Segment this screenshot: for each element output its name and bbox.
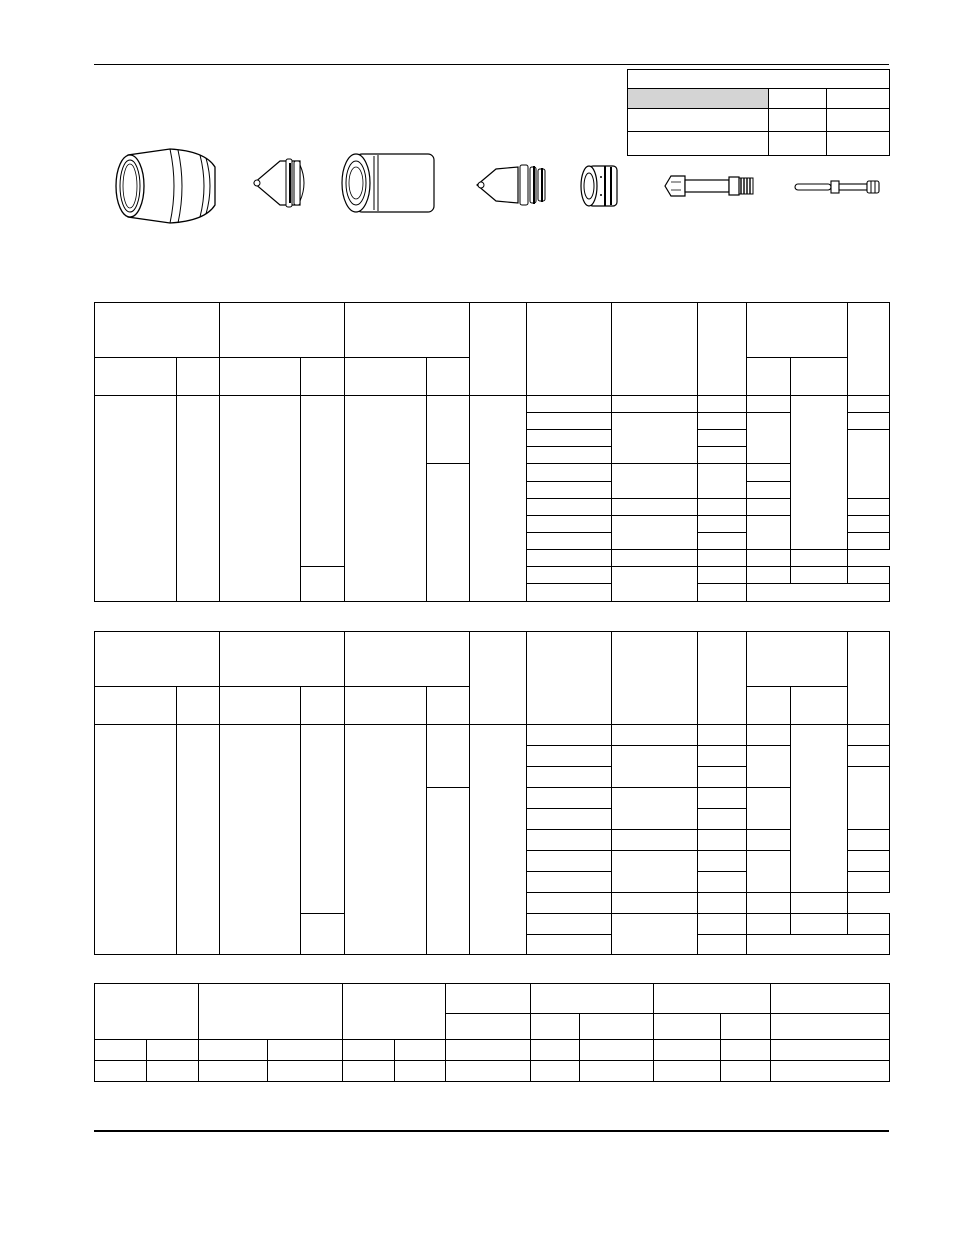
table-cell <box>698 893 747 914</box>
table-cell <box>848 725 890 746</box>
table-cell <box>698 413 747 430</box>
table-cell <box>527 498 612 515</box>
table-cell <box>345 687 427 725</box>
table-cell <box>220 687 301 725</box>
table-cell <box>527 893 612 914</box>
table-cell <box>698 515 747 532</box>
table-cell <box>747 851 791 893</box>
table-cell <box>95 358 177 396</box>
table-cell <box>791 914 848 935</box>
table-cell <box>427 358 470 396</box>
table-cell <box>791 725 848 893</box>
table-cell <box>612 396 698 413</box>
table-cell <box>95 1061 147 1082</box>
table-cell <box>612 914 698 955</box>
header-cell <box>220 303 345 358</box>
table-cell <box>721 1061 771 1082</box>
header-cell <box>612 632 698 725</box>
retaining-cap-icon <box>338 152 438 214</box>
table-cell <box>698 396 747 413</box>
header-cell <box>95 984 199 1040</box>
table-cell <box>612 566 698 601</box>
table-cell <box>527 809 612 830</box>
table-cell <box>747 498 791 515</box>
table-cell <box>827 132 890 156</box>
table-cell <box>527 413 612 430</box>
shield-cap-icon <box>250 157 312 209</box>
header-cell <box>771 984 890 1014</box>
table-cell <box>747 746 791 788</box>
table-cell <box>268 1061 343 1082</box>
table-cell <box>612 830 698 851</box>
table-cell <box>470 396 527 602</box>
table-cell <box>747 893 791 914</box>
table-cell <box>791 566 848 583</box>
table-cell <box>698 935 747 955</box>
table-cell <box>527 914 612 935</box>
table-cell <box>301 725 345 914</box>
table-cell <box>199 1061 268 1082</box>
header-cell <box>95 303 220 358</box>
table-cell <box>747 935 890 955</box>
table-cell <box>654 1061 721 1082</box>
table-cell <box>698 830 747 851</box>
table-cell <box>527 566 612 583</box>
table-cell <box>721 1014 771 1040</box>
header-cell <box>654 984 771 1014</box>
header-cell <box>531 984 654 1014</box>
table-cell <box>531 1061 580 1082</box>
table-cell <box>345 725 427 955</box>
header-cell <box>345 303 470 358</box>
cut-chart-table-2 <box>94 631 890 955</box>
legend-table <box>627 69 890 156</box>
table-cell <box>427 725 470 788</box>
table-cell <box>527 746 612 767</box>
table-cell <box>848 430 890 498</box>
table-cell <box>827 109 890 132</box>
table-cell <box>527 935 612 955</box>
table-cell <box>527 583 612 601</box>
table-cell <box>220 358 301 396</box>
table-cell <box>628 132 769 156</box>
table-cell <box>747 583 890 601</box>
water-tube-icon <box>793 178 883 196</box>
table-cell <box>177 687 220 725</box>
header-rule <box>94 64 889 65</box>
table-cell <box>301 358 345 396</box>
table-cell <box>220 396 301 602</box>
table-cell <box>268 1040 343 1061</box>
legend-title <box>628 70 890 89</box>
table-cell <box>612 464 698 498</box>
table-cell <box>395 1061 446 1082</box>
table-cell <box>199 1040 268 1061</box>
table-cell <box>527 447 612 464</box>
table-cell <box>531 1014 580 1040</box>
header-cell <box>470 303 527 396</box>
header-cell <box>848 303 890 396</box>
header-cell <box>199 984 343 1040</box>
table-cell <box>301 566 345 601</box>
header-cell <box>698 303 747 396</box>
table-cell <box>628 109 769 132</box>
table-cell <box>747 358 791 396</box>
table-cell <box>698 851 747 872</box>
table-cell <box>527 532 612 549</box>
table-cell <box>612 515 698 549</box>
table-cell <box>177 396 220 602</box>
table-cell <box>527 464 612 481</box>
table-cell <box>527 430 612 447</box>
table-cell <box>848 746 890 767</box>
table-cell <box>698 725 747 746</box>
table-cell <box>527 830 612 851</box>
header-cell <box>612 303 698 396</box>
header-cell <box>747 632 848 687</box>
table-cell <box>343 1040 395 1061</box>
table-cell <box>721 1040 771 1061</box>
table-cell <box>791 358 848 396</box>
header-cell <box>345 632 470 687</box>
table-cell <box>771 1014 890 1040</box>
header-cell <box>527 303 612 396</box>
header-cell <box>848 632 890 725</box>
table-cell <box>848 396 890 413</box>
table-cell <box>95 687 177 725</box>
table-cell <box>527 549 612 566</box>
table-cell <box>301 396 345 566</box>
table-cell <box>747 549 791 566</box>
table-cell <box>747 396 791 413</box>
table-cell <box>747 914 791 935</box>
table-cell <box>446 1040 531 1061</box>
swirl-ring-icon <box>577 163 623 209</box>
table-cell <box>848 914 890 935</box>
table-cell <box>427 464 470 602</box>
table-cell <box>747 566 791 583</box>
table-cell <box>612 413 698 464</box>
table-cell <box>769 89 827 109</box>
table-cell <box>527 396 612 413</box>
table-cell <box>747 788 791 830</box>
table-cell <box>345 396 427 602</box>
table-cell <box>580 1014 654 1040</box>
table-cell <box>527 725 612 746</box>
header-cell <box>527 632 612 725</box>
table-cell <box>747 725 791 746</box>
table-cell <box>612 851 698 893</box>
table-cell <box>427 396 470 464</box>
nozzle-icon <box>474 161 550 209</box>
table-cell <box>698 549 747 566</box>
header-cell <box>220 632 345 687</box>
table-cell <box>301 687 345 725</box>
table-cell <box>848 515 890 532</box>
table-cell <box>147 1040 199 1061</box>
footer-rule <box>94 1130 889 1132</box>
table-cell <box>747 687 791 725</box>
header-cell <box>470 632 527 725</box>
table-cell <box>698 872 747 893</box>
table-cell <box>698 498 747 515</box>
shield-icon <box>110 145 225 227</box>
table-cell <box>654 1040 721 1061</box>
table-cell <box>698 532 747 549</box>
header-cell <box>343 984 446 1040</box>
table-cell <box>771 1040 890 1061</box>
table-cell <box>769 109 827 132</box>
table-cell <box>446 1061 531 1082</box>
table-cell <box>791 549 848 566</box>
table-cell <box>527 481 612 498</box>
electrode-icon <box>663 172 759 200</box>
table-cell <box>177 358 220 396</box>
header-cell <box>747 303 848 358</box>
cut-chart-table-1 <box>94 302 890 602</box>
table-cell <box>612 498 698 515</box>
table-cell <box>612 549 698 566</box>
table-cell <box>747 481 791 498</box>
legend-header-cell <box>628 89 769 109</box>
table-cell <box>698 914 747 935</box>
table-cell <box>395 1040 446 1061</box>
table-cell <box>301 914 345 955</box>
table-cell <box>147 1061 199 1082</box>
table-cell <box>848 851 890 872</box>
table-cell <box>527 872 612 893</box>
header-cell <box>446 984 531 1014</box>
table-cell <box>698 788 747 809</box>
table-cell <box>769 132 827 156</box>
table-cell <box>470 725 527 955</box>
table-cell <box>848 532 890 549</box>
table-cell <box>848 498 890 515</box>
table-cell <box>527 515 612 532</box>
table-cell <box>95 1040 147 1061</box>
table-cell <box>95 725 177 955</box>
table-cell <box>612 893 698 914</box>
table-cell <box>698 566 747 583</box>
summary-table <box>94 983 890 1082</box>
table-cell <box>446 1014 531 1040</box>
table-cell <box>791 687 848 725</box>
table-cell <box>848 872 890 893</box>
table-cell <box>177 725 220 955</box>
table-cell <box>791 893 848 914</box>
table-cell <box>848 767 890 830</box>
table-cell <box>698 583 747 601</box>
table-cell <box>531 1040 580 1061</box>
table-cell <box>612 725 698 746</box>
header-cell <box>698 632 747 725</box>
table-cell <box>791 396 848 549</box>
table-cell <box>527 851 612 872</box>
table-cell <box>580 1040 654 1061</box>
table-cell <box>747 464 791 481</box>
table-cell <box>848 830 890 851</box>
table-cell <box>654 1014 721 1040</box>
table-cell <box>345 358 427 396</box>
table-cell <box>580 1061 654 1082</box>
table-cell <box>698 447 747 464</box>
table-cell <box>698 767 747 788</box>
table-cell <box>747 515 791 549</box>
table-cell <box>427 788 470 955</box>
table-cell <box>612 746 698 788</box>
table-cell <box>698 746 747 767</box>
table-cell <box>612 788 698 830</box>
table-cell <box>343 1061 395 1082</box>
table-cell <box>827 89 890 109</box>
table-cell <box>698 430 747 447</box>
table-cell <box>771 1061 890 1082</box>
header-cell <box>95 632 220 687</box>
table-cell <box>220 725 301 955</box>
table-cell <box>527 788 612 809</box>
table-cell <box>698 809 747 830</box>
table-cell <box>698 464 747 498</box>
table-cell <box>747 413 791 464</box>
table-cell <box>95 396 177 602</box>
table-cell <box>527 767 612 788</box>
table-cell <box>848 566 890 583</box>
table-cell <box>747 830 791 851</box>
table-cell <box>427 687 470 725</box>
table-cell <box>848 413 890 430</box>
